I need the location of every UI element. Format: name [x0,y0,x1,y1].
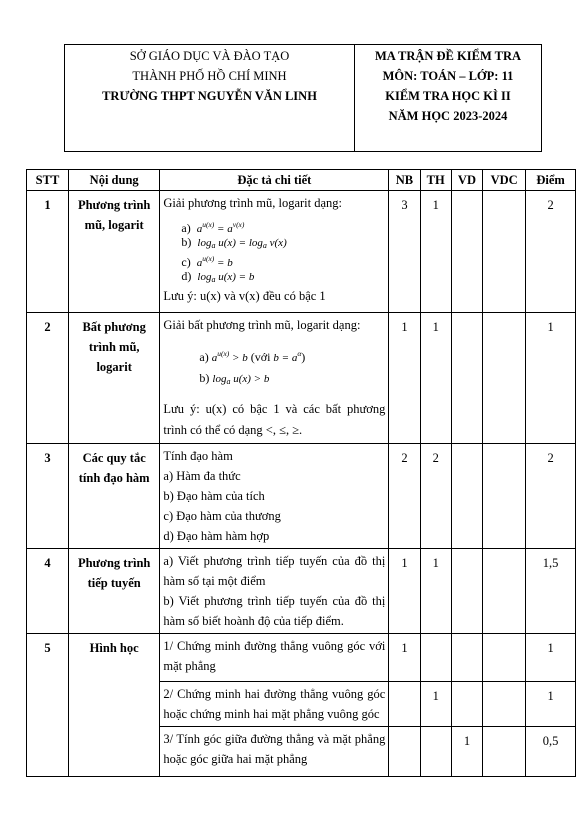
row-detail [160,191,389,313]
row-vd [451,191,482,313]
detail-line: b) Viết phương trình tiếp tuyến của đồ thị hàm số biết hoành độ của tiếp điểm. [163,594,386,628]
row-vdc [483,313,526,444]
row-nb [389,682,420,727]
col-dac-ta: Đặc tả chi tiết [160,170,389,191]
row-nb: 1 [389,549,420,634]
formula-item: b) $\log_a u(x) = \log_a v(x)$ [181,235,287,250]
col-th: TH [420,170,451,191]
row-vdc [483,191,526,313]
row-stt: 3 [27,444,69,549]
row-topic: Phương trình tiếp tuyến [68,549,159,634]
row-topic: Phương trình mũ, logarit [68,191,159,313]
row-vdc [483,727,526,777]
row-nb [389,727,420,777]
table-row [27,444,576,549]
row-vd [451,682,482,727]
col-diem: Điểm [526,170,576,191]
school-name: TRƯỜNG THPT NGUYỄN VĂN LINH [102,89,317,103]
row-diem: 1 [526,682,576,727]
matrix-table [26,169,576,777]
formula-item: c) $a^{u(x)} = b$ [181,254,233,269]
formula-item: a) $a^{u(x)} = a^{v(x)}$ [181,220,245,235]
detail-line: d) Đạo hàm hàm hợp [163,529,270,543]
row-detail [160,444,389,549]
detail-note: Lưu ý: u(x) và v(x) đều có bậc 1 [163,289,326,303]
col-vdc: VDC [483,170,526,191]
row-diem: 2 [526,444,576,549]
row-detail: 1/ Chứng minh đường thẳng vuông góc với mặt phẳng [160,634,389,682]
row-stt: 5 [27,634,69,777]
row-vd [451,313,482,444]
detail-intro: Giải phương trình mũ, logarit dạng: [163,196,343,210]
school-year: NĂM HỌC 2023-2024 [388,109,508,123]
row-diem: 1 [526,634,576,682]
row-vd: 1 [451,727,482,777]
col-noi-dung: Nội dung [68,170,159,191]
city-name: THÀNH PHỐ HỒ CHÍ MINH [132,69,287,83]
detail-line: c) Đạo hàm của thương [163,509,281,523]
subject-grade: MÔN: TOÁN – LỚP: 11 [382,69,514,83]
detail-note: Lưu ý: u(x) có bậc 1 và các bất phương trình có thể có dạng <, ≤, ≥. [163,402,386,437]
row-th: 1 [420,549,451,634]
row-detail [160,549,389,634]
row-topic: Bất phương trình mũ, logarit [68,313,159,444]
row-detail: 2/ Chứng minh hai đường thẳng vuông góc hoặc chứng minh hai mặt phẳng vuông góc [160,682,389,727]
row-vdc [483,444,526,549]
detail-intro: Giải bất phương trình mũ, logarit dạng: [163,318,361,332]
row-nb: 2 [389,444,420,549]
row-nb: 1 [389,634,420,682]
detail-line: a) Viết phương trình tiếp tuyến của đồ thị hàm số tại một điểm [163,554,386,588]
detail-line: a) Hàm đa thức [163,469,241,483]
table-header-row [27,170,576,191]
row-vdc [483,549,526,634]
table-row [27,549,576,634]
exam-term: KIỂM TRA HỌC KÌ II [385,89,511,103]
row-th: 1 [420,682,451,727]
row-diem: 1,5 [526,549,576,634]
row-detail: 3/ Tính góc giữa đường thẳng và mặt phẳng hoặc góc giữa hai mặt phẳng [160,727,389,777]
department-name: SỞ GIÁO DỤC VÀ ĐÀO TẠO [129,49,290,63]
formula-list [163,343,385,391]
row-stt: 2 [27,313,69,444]
row-diem: 0,5 [526,727,576,777]
row-topic: Hình học [68,634,159,777]
col-nb: NB [389,170,420,191]
row-diem: 1 [526,313,576,444]
table-row [27,313,576,444]
exam-block [355,45,541,151]
table-row [27,634,576,682]
row-topic: Các quy tắc tính đạo hàm [68,444,159,549]
col-stt: STT [27,170,69,191]
row-detail [160,313,389,444]
row-stt: 1 [27,191,69,313]
row-stt: 4 [27,549,69,634]
row-th: 2 [420,444,451,549]
formula-item: d) $\log_a u(x) = b$ [181,269,255,284]
row-vd [451,444,482,549]
row-nb: 1 [389,313,420,444]
row-vdc [483,682,526,727]
detail-line: b) Đạo hàm của tích [163,489,265,503]
row-vd [451,634,482,682]
formula-item: b) $\log_a u(x) > b$ [199,371,270,386]
row-th: 1 [420,313,451,444]
doc-title: MA TRẬN ĐỀ KIỂM TRA [374,49,522,63]
row-diem: 2 [526,191,576,313]
col-vd: VD [451,170,482,191]
detail-intro: Tính đạo hàm [163,449,233,463]
formula-list [163,217,385,285]
table-row [27,191,576,313]
row-th: 1 [420,191,451,313]
document-header [64,44,542,152]
row-th [420,634,451,682]
row-th [420,727,451,777]
row-vd [451,549,482,634]
formula-item: a) $a^{u(x)} > b$ (với $b = a^\alpha$) [199,349,306,364]
row-vdc [483,634,526,682]
school-block [65,45,355,151]
row-nb: 3 [389,191,420,313]
